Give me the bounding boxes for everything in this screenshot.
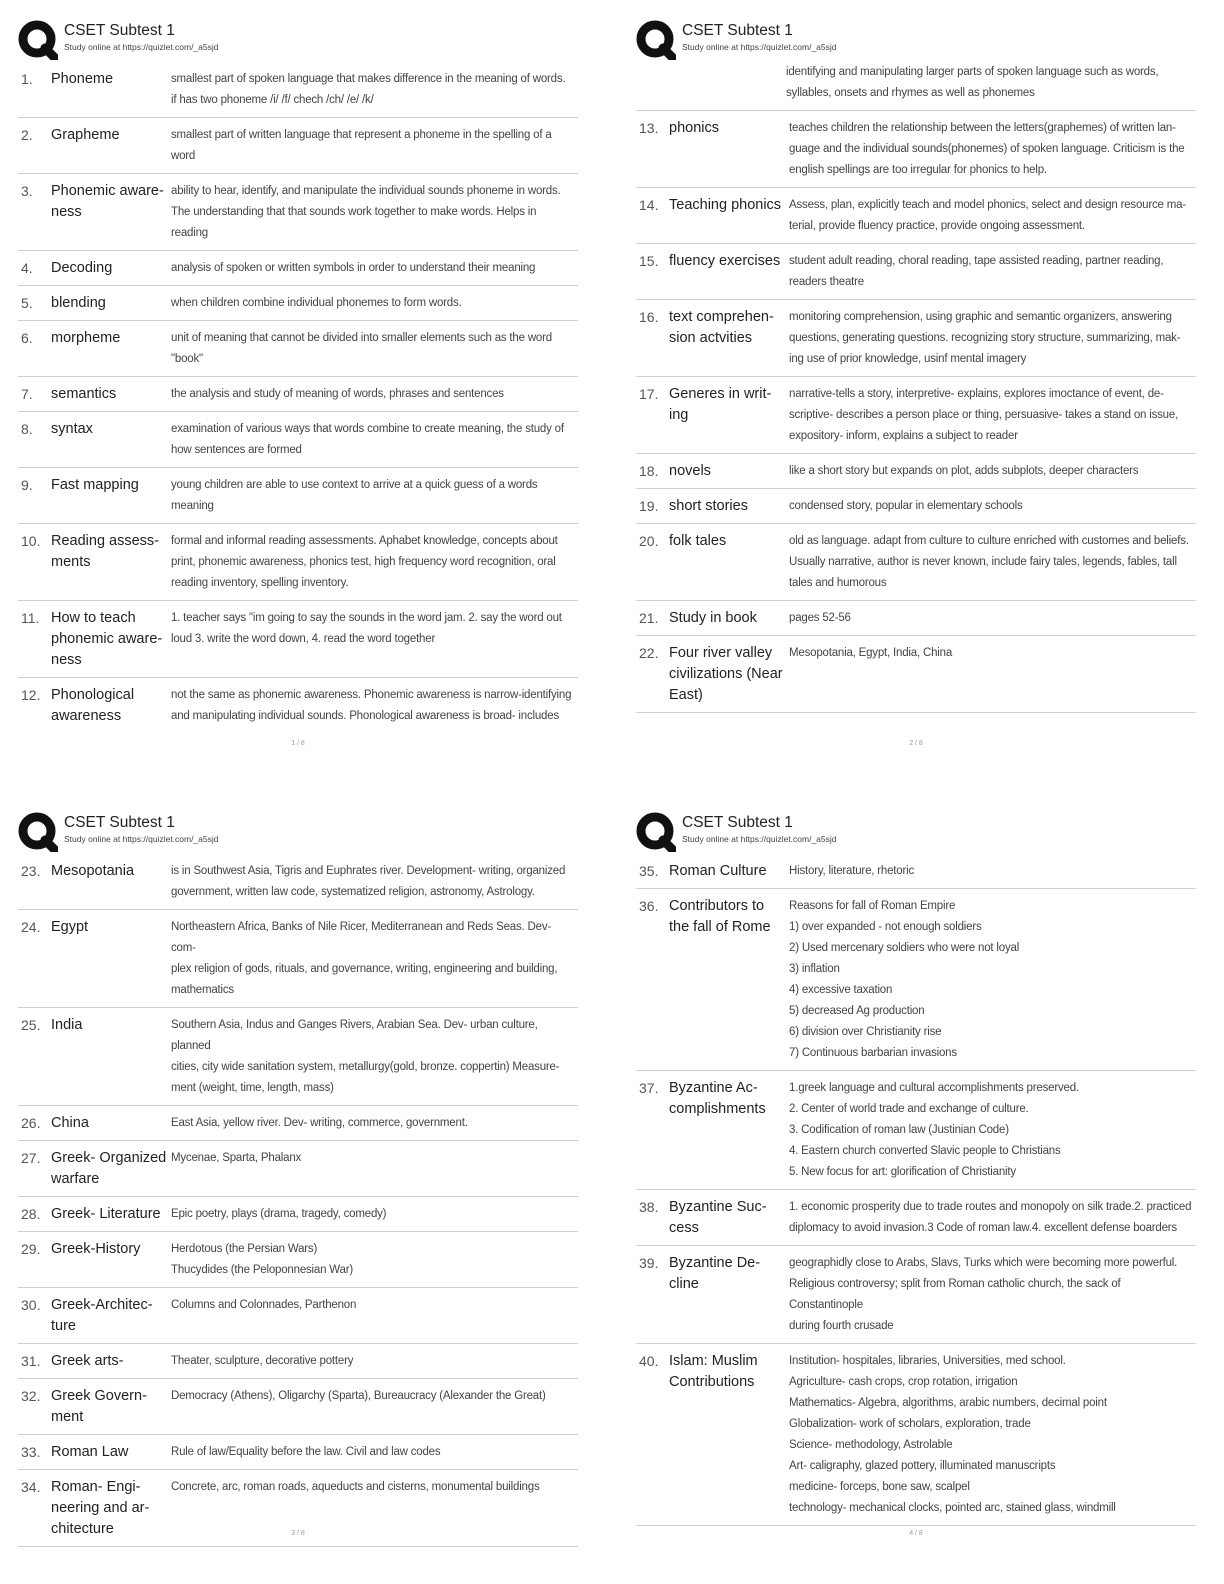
- page-4: [636, 812, 1196, 1526]
- card-definition: monitoring comprehension, using graphic and semantic organizers, answering questions, generating questions. recognizing story structure, summarizing, mak- ing use of prior knowledge, usinf mental imagery: [789, 311, 1181, 365]
- card-definition: analysis of spoken or written symbols in order to understand their meaning: [171, 262, 536, 274]
- card-row: [18, 1232, 578, 1288]
- card-number: 39.: [639, 1255, 659, 1271]
- card-row: [18, 286, 578, 321]
- card-number: 7.: [21, 386, 33, 402]
- card-term: Islam: Muslim Contributions: [669, 1353, 758, 1390]
- card-term: Decoding: [51, 260, 113, 276]
- card-term: Byzantine Ac- complishments: [669, 1080, 766, 1117]
- card-row: [18, 678, 578, 733]
- study-online-link[interactable]: Study online at https://quizlet.com/_a5sjd: [682, 834, 837, 844]
- card-definition: Reasons for fall of Roman Empire 1) over expanded - not enough soldiers 2) Used mercenary soldiers who were not loyal 3) inflation 4) excessive taxation 5) decreased Ag production 6) division over Christianity rise 7) Continuous barbarian invasions: [789, 900, 1020, 1059]
- card-number: 29.: [21, 1241, 41, 1257]
- card-row: [18, 118, 578, 174]
- card-number: 28.: [21, 1206, 41, 1222]
- card-definition: Columns and Colonnades, Parthenon: [171, 1299, 357, 1311]
- card-number: 35.: [639, 863, 659, 879]
- page-title: CSET Subtest 1: [682, 814, 793, 831]
- card-definition: History, literature, rhetoric: [789, 865, 914, 877]
- card-term: novels: [669, 463, 711, 479]
- card-number: 3.: [21, 183, 33, 199]
- card-definition: Rule of law/Equality before the law. Civil and law codes: [171, 1446, 441, 1458]
- page-number: 2 / 8: [909, 740, 923, 747]
- card-term: Roman Culture: [669, 863, 767, 879]
- card-list: [636, 62, 1196, 713]
- card-term: Contributors to the fall of Rome: [669, 898, 771, 935]
- card-definition: ability to hear, identify, and manipulate the individual sounds phoneme in words. The understanding that that sounds work together to make words. Helps in reading: [171, 185, 561, 239]
- page-header: [636, 20, 1196, 66]
- card-term: Byzantine Suc- cess: [669, 1199, 767, 1236]
- card-row: [18, 1141, 578, 1197]
- card-definition: Institution- hospitales, libraries, Universities, med school. Agriculture- cash crops, crop rotation, irrigation Mathematics- Algebra, algorithms, arabic numbers, decimal point Globalization- work of scholars, exploration, trade Science- methodology, Astrolable Art- caligraphy, glazed pottery, illuminated manuscripts medicine- forceps, bone saw, scalpel technology- mechanical clocks, pointed arc, stained glass, windmill: [789, 1355, 1116, 1514]
- card-number: 11.: [21, 610, 40, 626]
- card-row: [636, 524, 1196, 601]
- card-row: [636, 889, 1196, 1071]
- card-term: India: [51, 1017, 83, 1033]
- card-row: [636, 111, 1196, 188]
- card-row: [18, 321, 578, 377]
- card-term: phonics: [669, 120, 719, 136]
- card-term: semantics: [51, 386, 117, 402]
- card-row: [18, 858, 578, 910]
- card-definition: when children combine individual phonemes to form words.: [171, 297, 462, 309]
- page-title: CSET Subtest 1: [64, 22, 175, 39]
- card-number: 12.: [21, 687, 41, 703]
- card-term: Teaching phonics: [669, 197, 782, 213]
- card-row: [636, 1071, 1196, 1190]
- card-row: [18, 1435, 578, 1470]
- card-number: 9.: [21, 477, 33, 493]
- card-number: 6.: [21, 330, 33, 346]
- card-term: Greek- Literature: [51, 1206, 161, 1222]
- card-row: [636, 454, 1196, 489]
- card-definition: narrative-tells a story, interpretive- explains, explores imoctance of event, de- scriptive- describes a person place or thing, persuasive- takes a stand on issue, expository- inform, explains a subject to reader: [789, 388, 1179, 442]
- page-2: [636, 20, 1196, 713]
- card-term: Study in book: [669, 610, 757, 626]
- card-term: Greek-Architec- ture: [51, 1297, 153, 1334]
- card-list: [18, 858, 578, 1547]
- card-term: Fast mapping: [51, 477, 139, 493]
- card-definition: East Asia, yellow river. Dev- writing, commerce, government.: [171, 1117, 468, 1129]
- page-1: [18, 20, 578, 733]
- card-definition: Concrete, arc, roman roads, aqueducts and cisterns, monumental buildings: [171, 1481, 540, 1493]
- card-definition: pages 52-56: [789, 612, 851, 624]
- card-definition: geographidly close to Arabs, Slavs, Turks which were becoming more powerful. Religious controversy; split from Roman catholic church, the sack of Constantinople during fourth crusade: [789, 1257, 1178, 1332]
- card-list: [18, 66, 578, 733]
- page-header: [18, 20, 578, 66]
- card-row: [636, 244, 1196, 300]
- card-term: Greek-History: [51, 1241, 141, 1257]
- card-number: 5.: [21, 295, 33, 311]
- card-term: blending: [51, 295, 106, 311]
- page-title: CSET Subtest 1: [64, 814, 175, 831]
- card-row: [636, 188, 1196, 244]
- card-number: 22.: [639, 645, 659, 661]
- card-term: Mesopotania: [51, 863, 135, 879]
- card-term: Byzantine De- cline: [669, 1255, 761, 1292]
- card-row: [636, 636, 1196, 713]
- card-definition: Mesopotania, Egypt, India, China: [789, 647, 953, 659]
- card-term: morpheme: [51, 330, 121, 346]
- card-row: [18, 1197, 578, 1232]
- card-number: 37.: [639, 1080, 659, 1096]
- card-term: Greek- Organized warfare: [51, 1150, 167, 1187]
- card-list: [636, 858, 1196, 1526]
- card-term: Roman Law: [51, 1444, 129, 1460]
- card-row: [18, 468, 578, 524]
- card-number: 33.: [21, 1444, 41, 1460]
- card-definition: the analysis and study of meaning of words, phrases and sentences: [171, 388, 504, 400]
- card-term: short stories: [669, 498, 748, 514]
- card-term: Phoneme: [51, 71, 114, 87]
- card-number: 40.: [639, 1353, 659, 1369]
- study-online-link[interactable]: Study online at https://quizlet.com/_a5sjd: [682, 42, 837, 52]
- card-row: [18, 251, 578, 286]
- card-number: 13.: [639, 120, 659, 136]
- card-term: Greek Govern- ment: [51, 1388, 147, 1425]
- card-number: 24.: [21, 919, 41, 935]
- card-row: [636, 1190, 1196, 1246]
- card-term: Reading assess- ments: [51, 533, 159, 570]
- card-number: 14.: [639, 197, 659, 213]
- card-definition: Southern Asia, Indus and Ganges Rivers, Arabian Sea. Dev- urban culture, planned cities, city wide sanitation system, metallurgy(gold, bronze. coppertin) Measure- ment (weight, time, length, mass): [171, 1019, 560, 1094]
- card-definition: 1. economic prosperity due to trade routes and monopoly on silk trade.2. practiced diplomacy to avoid invasion.3 Code of roman law.4. excellent defense boarders: [789, 1201, 1192, 1234]
- card-term: Grapheme: [51, 127, 120, 143]
- card-row: [18, 412, 578, 468]
- quizlet-logo-icon: [18, 812, 58, 852]
- card-number: 23.: [21, 863, 41, 879]
- card-row: [18, 377, 578, 412]
- card-row: [636, 858, 1196, 889]
- card-term: Phonological awareness: [51, 687, 135, 724]
- card-term: How to teach phonemic aware- ness: [51, 610, 163, 668]
- card-row: [18, 174, 578, 251]
- card-definition: like a short story but expands on plot, adds subplots, deeper characters: [789, 465, 1139, 477]
- page-title: CSET Subtest 1: [682, 22, 793, 39]
- card-number: 1.: [21, 71, 33, 87]
- card-row: [18, 66, 578, 118]
- card-definition: Mycenae, Sparta, Phalanx: [171, 1152, 302, 1164]
- card-number: 25.: [21, 1017, 41, 1033]
- card-number: 38.: [639, 1199, 659, 1215]
- card-definition: identifying and manipulating larger parts of spoken language such as words, syllables, onsets and rhymes as well as phonemes: [786, 66, 1159, 99]
- card-term: Roman- Engi- neering and ar- chitecture: [51, 1479, 150, 1537]
- card-term: text comprehen- sion actvities: [669, 309, 774, 346]
- card-definition: condensed story, popular in elementary schools: [789, 500, 1023, 512]
- card-definition: young children are able to use context to arrive at a quick guess of a words meaning: [171, 479, 538, 512]
- card-number: 2.: [21, 127, 33, 143]
- card-number: 32.: [21, 1388, 41, 1404]
- card-number: 4.: [21, 260, 33, 276]
- card-number: 16.: [639, 309, 659, 325]
- study-online-link[interactable]: Study online at https://quizlet.com/_a5sjd: [64, 834, 219, 844]
- card-definition: Epic poetry, plays (drama, tragedy, comedy): [171, 1208, 387, 1220]
- card-number: 27.: [21, 1150, 41, 1166]
- quizlet-logo-icon: [636, 812, 676, 852]
- page-number: 1 / 8: [291, 740, 305, 747]
- card-number: 17.: [639, 386, 659, 402]
- card-row: [18, 1379, 578, 1435]
- card-row: [636, 300, 1196, 377]
- card-definition: Assess, plan, explicitly teach and model phonics, select and design resource ma- terial, provide fluency practice, provide ongoing assessment.: [789, 199, 1186, 232]
- card-number: 21.: [639, 610, 659, 626]
- page-header: [636, 812, 1196, 858]
- card-definition: smallest part of written language that represent a phoneme in the spelling of a word: [171, 129, 552, 162]
- card-term: China: [51, 1115, 89, 1131]
- card-definition: is in Southwest Asia, Tigris and Euphrates river. Development- writing, organized government, written law code, systematized religion, astronomy, Astrology.: [171, 865, 566, 898]
- card-definition: not the same as phonemic awareness. Phonemic awareness is narrow-identifying and manipulating individual sounds. Phonological awareness is broad- includes: [171, 689, 572, 722]
- card-definition: 1. teacher says "im going to say the sounds in the word jam. 2. say the word out loud 3. write the word down, 4. read the word together: [171, 612, 562, 645]
- card-term: Greek arts-: [51, 1353, 124, 1369]
- card-row: [636, 377, 1196, 454]
- card-term: Generes in writ- ing: [669, 386, 772, 423]
- card-definition: Northeastern Africa, Banks of Nile Ricer, Mediterranean and Reds Seas. Dev- com- plex religion of gods, rituals, and governance, writing, engineering and building, mathematics: [171, 921, 558, 996]
- card-term: fluency exercises: [669, 253, 781, 269]
- card-term: Phonemic aware- ness: [51, 183, 164, 220]
- quizlet-logo-icon: [18, 20, 58, 60]
- card-row: [636, 1344, 1196, 1526]
- quizlet-logo-icon: [636, 20, 676, 60]
- card-number: 15.: [639, 253, 659, 269]
- card-row: [18, 601, 578, 678]
- card-row: [18, 524, 578, 601]
- card-number: 31.: [21, 1353, 41, 1369]
- card-definition: formal and informal reading assessments. Aphabet knowledge, concepts about print, phonemic awareness, phonics test, high frequency word recognition, oral reading inventory, spelling inventory.: [171, 535, 558, 589]
- card-row: [636, 1246, 1196, 1344]
- card-definition: old as language. adapt from culture to culture enriched with customes and beliefs. Usually narrative, author is never known, include fairy tales, legends, fables, tall tales and humorous: [789, 535, 1189, 589]
- card-row: [18, 1106, 578, 1141]
- card-row: [636, 601, 1196, 636]
- card-definition: student adult reading, choral reading, tape assisted reading, partner reading, readers theatre: [789, 255, 1164, 288]
- card-definition: Herdotous (the Persian Wars) Thucydides (the Peloponnesian War): [171, 1243, 353, 1276]
- card-number: 18.: [639, 463, 659, 479]
- card-row: [18, 1344, 578, 1379]
- card-term: Egypt: [51, 919, 89, 935]
- card-number: 8.: [21, 421, 33, 437]
- card-row: [18, 910, 578, 1008]
- page-header: [18, 812, 578, 858]
- card-number: 34.: [21, 1479, 41, 1495]
- card-number: 36.: [639, 898, 659, 914]
- card-row: [18, 1008, 578, 1106]
- page-3: [18, 812, 578, 1547]
- card-row: [636, 489, 1196, 524]
- card-number: 26.: [21, 1115, 41, 1131]
- page-number: 4 / 8: [909, 1530, 923, 1537]
- card-definition: Democracy (Athens), Oligarchy (Sparta), Bureaucracy (Alexander the Great): [171, 1390, 546, 1402]
- card-term: syntax: [51, 421, 93, 437]
- card-number: 20.: [639, 533, 659, 549]
- card-definition: 1.greek language and cultural accomplishments preserved. 2. Center of world trade and exchange of culture. 3. Codification of roman law (Justinian Code) 4. Eastern church converted Slavic people to Christians 5. New focus for art: glorification of Christianity: [789, 1082, 1079, 1178]
- card-term: folk tales: [669, 533, 727, 549]
- card-definition: unit of meaning that cannot be divided into smaller elements such as the word "book": [171, 332, 552, 365]
- card-definition: examination of various ways that words combine to create meaning, the study of how sentences are formed: [171, 423, 564, 456]
- card-definition: smallest part of spoken language that makes difference in the meaning of words. if has two phoneme /i/ /f/ chech /ch/ /e/ /k/: [171, 73, 566, 106]
- card-number: 19.: [639, 498, 659, 514]
- page-number: 3 / 8: [291, 1530, 305, 1537]
- card-continuation: [636, 62, 1196, 111]
- card-number: 30.: [21, 1297, 41, 1313]
- card-row: [18, 1288, 578, 1344]
- study-online-link[interactable]: Study online at https://quizlet.com/_a5sjd: [64, 42, 219, 52]
- card-definition: Theater, sculpture, decorative pottery: [171, 1355, 354, 1367]
- card-number: 10.: [21, 533, 41, 549]
- card-definition: teaches children the relationship between the letters(graphemes) of written lan- guage and the individual sounds(phonemes) of spoken language. Criticism is the english spellings are too irregular for phonics to help.: [789, 122, 1185, 176]
- card-term: Four river valley civilizations (Near East): [669, 645, 783, 703]
